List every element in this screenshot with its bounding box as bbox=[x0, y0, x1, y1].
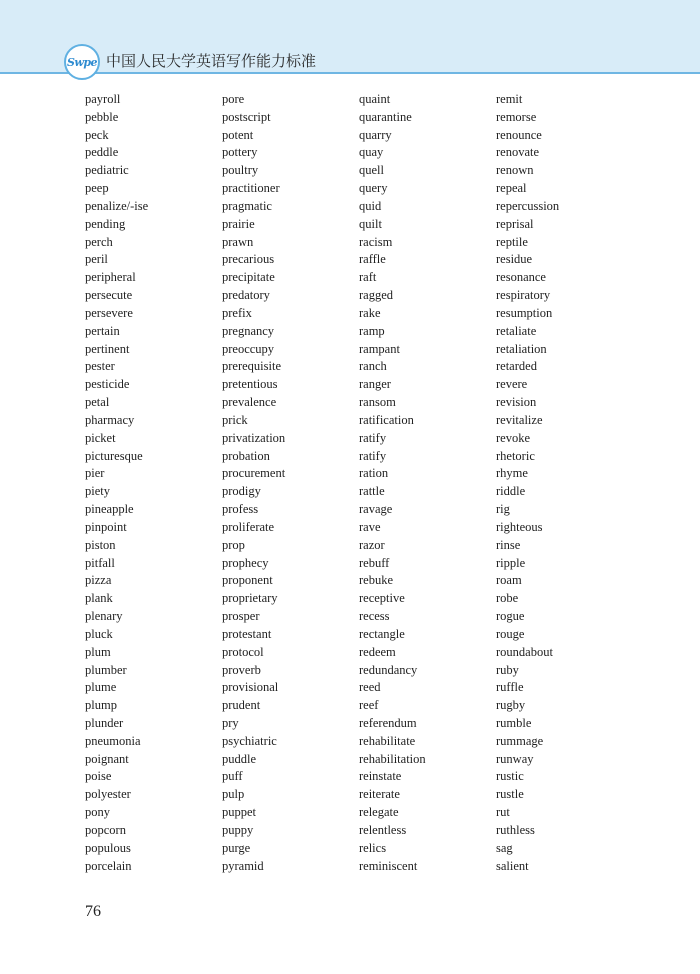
word-entry: plum bbox=[85, 644, 111, 659]
word-entry: ruthless bbox=[496, 822, 535, 837]
word-entry: reminiscent bbox=[359, 858, 418, 873]
word-entry: roam bbox=[496, 573, 522, 588]
word-entry: renovate bbox=[496, 145, 540, 160]
word-entry: pharmacy bbox=[85, 412, 135, 427]
word-entry: racism bbox=[359, 234, 393, 249]
word-entry: raft bbox=[359, 270, 377, 285]
word-entry: poise bbox=[85, 769, 112, 784]
word-entry: polyester bbox=[85, 787, 131, 802]
word-entry: revere bbox=[496, 377, 528, 392]
word-entry: puddle bbox=[222, 751, 257, 766]
header-band bbox=[0, 0, 700, 73]
word-entry: persecute bbox=[85, 288, 133, 303]
word-entry: ruffle bbox=[496, 680, 524, 695]
word-entry: revoke bbox=[496, 430, 531, 445]
word-entry: proliferate bbox=[222, 519, 275, 534]
word-entry: provisional bbox=[222, 680, 279, 695]
word-entry: reed bbox=[359, 680, 381, 695]
word-entry: respiratory bbox=[496, 288, 551, 303]
word-entry: psychiatric bbox=[222, 733, 277, 748]
word-entry: plank bbox=[85, 591, 113, 606]
word-entry: populous bbox=[85, 840, 131, 855]
word-entry: protocol bbox=[222, 644, 264, 659]
header-divider bbox=[0, 72, 700, 74]
word-entry: resumption bbox=[496, 305, 553, 320]
word-entry: reprisal bbox=[496, 216, 534, 231]
word-entry: pineapple bbox=[85, 502, 134, 517]
word-entry: plunder bbox=[85, 715, 124, 730]
word-entry: potent bbox=[222, 127, 254, 142]
word-entry: prawn bbox=[222, 234, 254, 249]
word-entry: pulp bbox=[222, 787, 245, 802]
word-entry: redundancy bbox=[359, 662, 418, 677]
word-entry: residue bbox=[496, 252, 533, 267]
word-entry: recess bbox=[359, 609, 390, 624]
word-entry: robe bbox=[496, 591, 519, 606]
word-entry: piston bbox=[85, 537, 116, 552]
word-entry: razor bbox=[359, 537, 385, 552]
word-entry: payroll bbox=[85, 92, 121, 106]
word-entry: purge bbox=[222, 840, 251, 855]
word-entry: prudent bbox=[222, 698, 261, 713]
word-entry: remorse bbox=[496, 109, 537, 124]
word-entry: prodigy bbox=[222, 484, 261, 499]
word-entry: protestant bbox=[222, 626, 272, 641]
word-entry: rogue bbox=[496, 609, 525, 624]
word-entry: prick bbox=[222, 412, 248, 427]
word-entry: prairie bbox=[222, 216, 255, 231]
word-entry: prophecy bbox=[222, 555, 269, 570]
word-entry: righteous bbox=[496, 519, 543, 534]
word-entry: rebuff bbox=[359, 555, 390, 570]
word-entry: pore bbox=[222, 92, 245, 106]
word-column-3 bbox=[359, 91, 494, 875]
word-entry: quaint bbox=[359, 92, 391, 106]
word-entry: referendum bbox=[359, 715, 417, 730]
word-entry: salient bbox=[496, 858, 529, 873]
word-entry: pyramid bbox=[222, 858, 264, 873]
word-entry: rhetoric bbox=[496, 448, 535, 463]
word-entry: peddle bbox=[85, 145, 119, 160]
word-entry: pretentious bbox=[222, 377, 278, 392]
word-entry: rhyme bbox=[496, 466, 528, 481]
word-entry: rummage bbox=[496, 733, 544, 748]
word-entry: pry bbox=[222, 715, 239, 730]
word-entry: pinpoint bbox=[85, 519, 127, 534]
word-entry: poignant bbox=[85, 751, 129, 766]
word-entry: privatization bbox=[222, 430, 286, 445]
word-entry: picturesque bbox=[85, 448, 143, 463]
word-entry: rebuke bbox=[359, 573, 394, 588]
word-entry: sag bbox=[496, 840, 513, 855]
word-entry: plenary bbox=[85, 609, 123, 624]
word-entry: procurement bbox=[222, 466, 286, 481]
word-entry: ripple bbox=[496, 555, 526, 570]
word-entry: proponent bbox=[222, 573, 273, 588]
word-entry: proprietary bbox=[222, 591, 278, 606]
word-entry: prevalence bbox=[222, 395, 277, 410]
word-entry: renown bbox=[496, 163, 534, 178]
word-entry: ranger bbox=[359, 377, 391, 392]
word-entry: pebble bbox=[85, 109, 119, 124]
word-entry: popcorn bbox=[85, 822, 126, 837]
word-entry: renounce bbox=[496, 127, 542, 142]
word-entry: poultry bbox=[222, 163, 259, 178]
word-entry: petal bbox=[85, 395, 110, 410]
word-entry: rattle bbox=[359, 484, 385, 499]
word-entry: rinse bbox=[496, 537, 521, 552]
word-entry: riddle bbox=[496, 484, 526, 499]
word-entry: ruby bbox=[496, 662, 519, 677]
word-entry: persevere bbox=[85, 305, 133, 320]
word-entry: rut bbox=[496, 805, 510, 820]
word-entry: pediatric bbox=[85, 163, 129, 178]
word-entry: perch bbox=[85, 234, 113, 249]
word-entry: prerequisite bbox=[222, 359, 282, 374]
word-entry: runway bbox=[496, 751, 534, 766]
word-entry: porcelain bbox=[85, 858, 132, 873]
word-entry: ragged bbox=[359, 288, 394, 303]
word-entry: prosper bbox=[222, 609, 260, 624]
word-entry: rig bbox=[496, 502, 510, 517]
word-entry: penalize/-ise bbox=[85, 198, 149, 213]
word-entry: pertain bbox=[85, 323, 120, 338]
word-entry: pneumonia bbox=[85, 733, 141, 748]
word-entry: rustic bbox=[496, 769, 524, 784]
word-entry: redeem bbox=[359, 644, 396, 659]
word-entry: rake bbox=[359, 305, 381, 320]
word-entry: rouge bbox=[496, 626, 525, 641]
word-entry: reef bbox=[359, 698, 379, 713]
word-entry: repercussion bbox=[496, 198, 560, 213]
word-entry: ration bbox=[359, 466, 389, 481]
word-entry: quid bbox=[359, 198, 382, 213]
word-entry: puppy bbox=[222, 822, 254, 837]
word-entry: rehabilitate bbox=[359, 733, 416, 748]
word-entry: puff bbox=[222, 769, 243, 784]
word-entry: peck bbox=[85, 127, 109, 142]
word-entry: revitalize bbox=[496, 412, 543, 427]
word-entry: pitfall bbox=[85, 555, 115, 570]
word-entry: roundabout bbox=[496, 644, 553, 659]
word-entry: peripheral bbox=[85, 270, 136, 285]
word-entry: plume bbox=[85, 680, 117, 695]
word-entry: puppet bbox=[222, 805, 257, 820]
word-column-4 bbox=[496, 91, 631, 875]
word-entry: relegate bbox=[359, 805, 399, 820]
word-entry: picket bbox=[85, 430, 116, 445]
word-entry: quilt bbox=[359, 216, 382, 231]
word-entry: pizza bbox=[85, 573, 112, 588]
word-entry: pottery bbox=[222, 145, 258, 160]
word-entry: pier bbox=[85, 466, 105, 481]
word-entry: pertinent bbox=[85, 341, 130, 356]
word-entry: retaliation bbox=[496, 341, 547, 356]
word-entry: revision bbox=[496, 395, 537, 410]
page-number: 76 bbox=[85, 903, 101, 920]
word-entry: rumble bbox=[496, 715, 532, 730]
word-entry: pester bbox=[85, 359, 115, 374]
word-entry: predatory bbox=[222, 288, 270, 303]
word-entry: rectangle bbox=[359, 626, 405, 641]
word-entry: resonance bbox=[496, 270, 546, 285]
word-entry: postscript bbox=[222, 109, 271, 124]
word-entry: retaliate bbox=[496, 323, 537, 338]
word-entry: remit bbox=[496, 92, 523, 106]
word-entry: rehabilitation bbox=[359, 751, 426, 766]
word-entry: precipitate bbox=[222, 270, 275, 285]
word-entry: relentless bbox=[359, 822, 407, 837]
word-entry: pesticide bbox=[85, 377, 130, 392]
word-entry: ransom bbox=[359, 395, 396, 410]
word-entry: pluck bbox=[85, 626, 113, 641]
word-entry: rave bbox=[359, 519, 381, 534]
word-entry: rugby bbox=[496, 698, 526, 713]
word-entry: pony bbox=[85, 805, 110, 820]
word-entry: probation bbox=[222, 448, 270, 463]
word-entry: ratification bbox=[359, 412, 414, 427]
word-entry: rustle bbox=[496, 787, 524, 802]
word-entry: reptile bbox=[496, 234, 528, 249]
word-entry: repeal bbox=[496, 181, 527, 196]
word-entry: peep bbox=[85, 181, 109, 196]
word-entry: peril bbox=[85, 252, 108, 267]
word-column-2 bbox=[222, 91, 357, 875]
logo-mark: Swpe bbox=[66, 55, 98, 69]
word-entry: ramp bbox=[359, 323, 385, 338]
word-entry: profess bbox=[222, 502, 259, 517]
word-entry: query bbox=[359, 181, 388, 196]
word-entry: receptive bbox=[359, 591, 405, 606]
swpe-logo bbox=[64, 44, 100, 80]
word-entry: ratify bbox=[359, 430, 387, 445]
word-entry: pregnancy bbox=[222, 323, 275, 338]
word-entry: reiterate bbox=[359, 787, 400, 802]
word-entry: ravage bbox=[359, 502, 393, 517]
word-entry: rampant bbox=[359, 341, 400, 356]
word-column-1 bbox=[85, 91, 220, 875]
word-entry: practitioner bbox=[222, 181, 280, 196]
word-entry: retarded bbox=[496, 359, 537, 374]
word-entry: proverb bbox=[222, 662, 261, 677]
word-entry: piety bbox=[85, 484, 110, 499]
word-entry: raffle bbox=[359, 252, 386, 267]
word-entry: precarious bbox=[222, 252, 275, 267]
word-entry: quell bbox=[359, 163, 384, 178]
word-entry: plump bbox=[85, 698, 117, 713]
word-entry: pragmatic bbox=[222, 198, 272, 213]
word-entry: pending bbox=[85, 216, 126, 231]
word-entry: ratify bbox=[359, 448, 387, 463]
word-entry: reinstate bbox=[359, 769, 402, 784]
word-entry: quarry bbox=[359, 127, 392, 142]
word-entry: plumber bbox=[85, 662, 127, 677]
word-entry: preoccupy bbox=[222, 341, 275, 356]
word-entry: prefix bbox=[222, 305, 252, 320]
word-entry: relics bbox=[359, 840, 387, 855]
running-header-title: 中国人民大学英语写作能力标准 bbox=[106, 52, 317, 70]
word-entry: ranch bbox=[359, 359, 387, 374]
word-entry: quay bbox=[359, 145, 384, 160]
word-entry: quarantine bbox=[359, 109, 412, 124]
word-entry: prop bbox=[222, 537, 245, 552]
